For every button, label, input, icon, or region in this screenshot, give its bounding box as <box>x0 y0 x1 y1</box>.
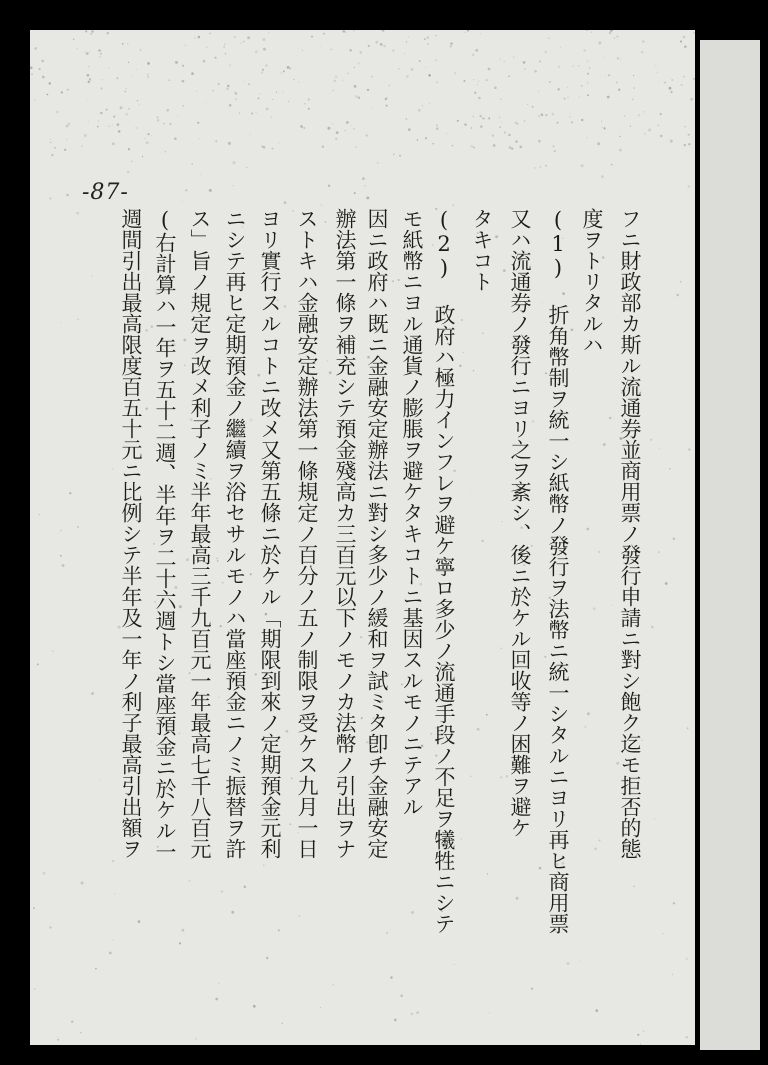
text-column: タキコト <box>470 208 494 292</box>
text-column: ストキハ金融安定辦法第一條規定ノ百分ノ五ノ制限ヲ受ケス九月一日 <box>295 208 319 859</box>
text-column: 因ニ政府ハ既ニ金融安定辦法ニ對シ多少ノ緩和ヲ試ミタ卽チ金融安定 <box>365 208 389 859</box>
text-column: フニ財政部カ斯ル流通券並商用票ノ發行申請ニ對シ飽ク迄モ拒否的態 <box>618 208 642 859</box>
text-column: 辦法第一條ヲ補充シテ預金殘高カ三百元以下ノモノカ法幣ノ引出ヲナ <box>333 208 357 859</box>
page-number: -87- <box>82 180 129 205</box>
text-column: 度ヲトリタルハ <box>580 208 604 355</box>
text-column: (右計算ハ一年ヲ五十二週、半年ヲ二十六週トシ當座預金ニ於ケル一 <box>153 208 177 862</box>
text-column: 週間引出最高限度百五十元ニ比例シテ半年及一年ノ利子最高引出額ヲ <box>119 208 143 859</box>
text-column: 又ハ流通券ノ發行ニヨリ之ヲ紊シ、後ニ於ケル回收等ノ困難ヲ避ケ <box>508 208 532 838</box>
adjacent-page-edge <box>700 40 760 1050</box>
text-column: モ紙幣ニヨル通貨ノ膨脹ヲ避ケタキコトニ基因スルモノニテアル <box>400 208 424 817</box>
text-column: (2) 政府ハ極力インフレヲ避ケ寧ロ多少ノ流通手段ノ不足ヲ犧牲ニシテ <box>432 208 456 934</box>
text-column: ス」旨ノ規定ヲ改メ利子ノミ半年最高三千九百元一年最高七千八百元 <box>188 208 212 859</box>
text-column: ニシテ再ヒ定期預金ノ繼續ヲ浴セサルモノハ當座預金ニノミ振替ヲ許 <box>223 208 247 859</box>
text-column: ヨリ實行スルコトニ改メ又第五條ニ於ケル「期限到來ノ定期預金元利 <box>258 208 282 859</box>
text-column: (1) 折角幣制ヲ統一シ紙幣ノ發行ヲ法幣ニ統一シタルニヨリ再ヒ商用票 <box>546 208 570 934</box>
